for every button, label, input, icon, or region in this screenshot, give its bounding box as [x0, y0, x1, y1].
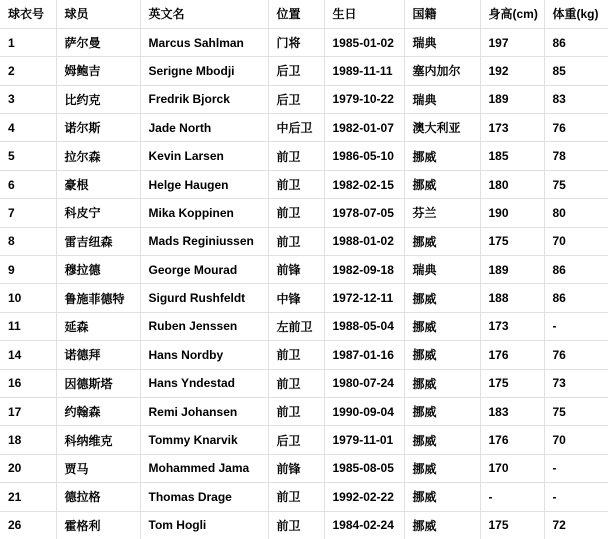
table-row: [0, 85, 608, 113]
cell-nationality: 挪威: [404, 511, 480, 539]
cell-player-name-en: Kevin Larsen: [140, 142, 268, 170]
cell-position: 前卫: [268, 397, 324, 425]
cell-birthday: 1989-11-11: [324, 57, 404, 85]
cell-height-cm: 183: [480, 397, 544, 425]
cell-weight-kg: 86: [544, 256, 608, 284]
cell-weight-kg: 70: [544, 227, 608, 255]
cell-weight-kg: 73: [544, 369, 608, 397]
cell-player-name-cn: 豪根: [56, 170, 140, 198]
cell-nationality: 挪威: [404, 483, 480, 511]
cell-position: 门将: [268, 28, 324, 56]
cell-jersey-number: 21: [0, 483, 56, 511]
cell-player-name-en: Mohammed Jama: [140, 454, 268, 482]
cell-jersey-number: 17: [0, 397, 56, 425]
table-row: [0, 57, 608, 85]
cell-jersey-number: 26: [0, 511, 56, 539]
table-row: [0, 284, 608, 312]
cell-height-cm: 189: [480, 85, 544, 113]
table-row: [0, 369, 608, 397]
table-body: [0, 28, 608, 539]
cell-player-name-en: Marcus Sahlman: [140, 28, 268, 56]
cell-nationality: 挪威: [404, 369, 480, 397]
cell-height-cm: 173: [480, 114, 544, 142]
cell-height-cm: -: [480, 483, 544, 511]
cell-birthday: 1988-05-04: [324, 312, 404, 340]
cell-weight-kg: 78: [544, 142, 608, 170]
cell-position: 后卫: [268, 57, 324, 85]
cell-weight-kg: -: [544, 454, 608, 482]
cell-player-name-cn: 拉尔森: [56, 142, 140, 170]
table-header: [0, 0, 608, 28]
cell-jersey-number: 1: [0, 28, 56, 56]
cell-height-cm: 173: [480, 312, 544, 340]
cell-nationality: 挪威: [404, 341, 480, 369]
cell-weight-kg: 86: [544, 284, 608, 312]
cell-position: 左前卫: [268, 312, 324, 340]
cell-jersey-number: 9: [0, 256, 56, 284]
table-row: [0, 256, 608, 284]
cell-player-name-en: Ruben Jenssen: [140, 312, 268, 340]
cell-birthday: 1985-08-05: [324, 454, 404, 482]
cell-player-name-en: Tom Hogli: [140, 511, 268, 539]
cell-birthday: 1986-05-10: [324, 142, 404, 170]
cell-player-name-cn: 比约克: [56, 85, 140, 113]
cell-nationality: 挪威: [404, 170, 480, 198]
cell-player-name-en: Tommy Knarvik: [140, 426, 268, 454]
cell-height-cm: 175: [480, 369, 544, 397]
cell-weight-kg: 75: [544, 170, 608, 198]
cell-player-name-en: Mads Reginiussen: [140, 227, 268, 255]
cell-height-cm: 189: [480, 256, 544, 284]
cell-player-name-cn: 萨尔曼: [56, 28, 140, 56]
cell-height-cm: 188: [480, 284, 544, 312]
cell-position: 后卫: [268, 85, 324, 113]
table-row: [0, 341, 608, 369]
cell-player-name-cn: 约翰森: [56, 397, 140, 425]
cell-jersey-number: 3: [0, 85, 56, 113]
cell-weight-kg: -: [544, 312, 608, 340]
cell-player-name-en: Hans Nordby: [140, 341, 268, 369]
cell-player-name-cn: 鲁施菲德特: [56, 284, 140, 312]
cell-nationality: 瑞典: [404, 256, 480, 284]
cell-height-cm: 175: [480, 227, 544, 255]
cell-nationality: 瑞典: [404, 28, 480, 56]
cell-height-cm: 176: [480, 341, 544, 369]
cell-position: 前卫: [268, 341, 324, 369]
cell-nationality: 挪威: [404, 454, 480, 482]
cell-weight-kg: 70: [544, 426, 608, 454]
cell-jersey-number: 4: [0, 114, 56, 142]
cell-position: 前锋: [268, 256, 324, 284]
cell-player-name-en: Remi Johansen: [140, 397, 268, 425]
column-header-jersey-number: 球衣号: [0, 0, 56, 28]
cell-player-name-en: Serigne Mbodji: [140, 57, 268, 85]
cell-weight-kg: 76: [544, 114, 608, 142]
cell-nationality: 塞内加尔: [404, 57, 480, 85]
column-header-position: 位置: [268, 0, 324, 28]
cell-position: 前卫: [268, 511, 324, 539]
cell-player-name-cn: 霍格利: [56, 511, 140, 539]
cell-jersey-number: 11: [0, 312, 56, 340]
cell-birthday: 1979-11-01: [324, 426, 404, 454]
cell-height-cm: 176: [480, 426, 544, 454]
cell-player-name-en: Jade North: [140, 114, 268, 142]
cell-nationality: 瑞典: [404, 85, 480, 113]
cell-nationality: 挪威: [404, 142, 480, 170]
cell-height-cm: 175: [480, 511, 544, 539]
header-row: [0, 0, 608, 28]
cell-jersey-number: 18: [0, 426, 56, 454]
column-header-birthday: 生日: [324, 0, 404, 28]
cell-position: 后卫: [268, 426, 324, 454]
cell-player-name-cn: 穆拉德: [56, 256, 140, 284]
table-row: [0, 483, 608, 511]
table-row: [0, 397, 608, 425]
cell-birthday: 1978-07-05: [324, 199, 404, 227]
cell-player-name-cn: 诺德拜: [56, 341, 140, 369]
cell-nationality: 芬兰: [404, 199, 480, 227]
table-row: [0, 142, 608, 170]
cell-nationality: 挪威: [404, 227, 480, 255]
table-row: [0, 312, 608, 340]
cell-jersey-number: 6: [0, 170, 56, 198]
table-row: [0, 28, 608, 56]
cell-weight-kg: 75: [544, 397, 608, 425]
column-header-player-name-cn: 球员: [56, 0, 140, 28]
table-row: [0, 511, 608, 539]
cell-jersey-number: 2: [0, 57, 56, 85]
cell-player-name-cn: 科皮宁: [56, 199, 140, 227]
table-row: [0, 426, 608, 454]
table-row: [0, 454, 608, 482]
cell-weight-kg: 85: [544, 57, 608, 85]
cell-position: 前卫: [268, 227, 324, 255]
cell-jersey-number: 14: [0, 341, 56, 369]
cell-weight-kg: 72: [544, 511, 608, 539]
cell-birthday: 1990-09-04: [324, 397, 404, 425]
cell-height-cm: 170: [480, 454, 544, 482]
cell-weight-kg: -: [544, 483, 608, 511]
cell-birthday: 1972-12-11: [324, 284, 404, 312]
table-row: [0, 170, 608, 198]
cell-jersey-number: 7: [0, 199, 56, 227]
cell-birthday: 1985-01-02: [324, 28, 404, 56]
cell-birthday: 1992-02-22: [324, 483, 404, 511]
cell-player-name-cn: 科纳维克: [56, 426, 140, 454]
cell-weight-kg: 86: [544, 28, 608, 56]
cell-player-name-en: George Mourad: [140, 256, 268, 284]
cell-player-name-cn: 诺尔斯: [56, 114, 140, 142]
cell-height-cm: 185: [480, 142, 544, 170]
cell-jersey-number: 16: [0, 369, 56, 397]
cell-nationality: 挪威: [404, 312, 480, 340]
cell-position: 中锋: [268, 284, 324, 312]
cell-nationality: 澳大利亚: [404, 114, 480, 142]
cell-jersey-number: 20: [0, 454, 56, 482]
cell-height-cm: 180: [480, 170, 544, 198]
cell-birthday: 1982-01-07: [324, 114, 404, 142]
cell-player-name-en: Sigurd Rushfeldt: [140, 284, 268, 312]
cell-jersey-number: 8: [0, 227, 56, 255]
cell-birthday: 1987-01-16: [324, 341, 404, 369]
cell-nationality: 挪威: [404, 284, 480, 312]
cell-player-name-cn: 雷吉纽森: [56, 227, 140, 255]
cell-player-name-cn: 因德斯塔: [56, 369, 140, 397]
cell-player-name-cn: 姆鲍吉: [56, 57, 140, 85]
cell-position: 中后卫: [268, 114, 324, 142]
cell-weight-kg: 83: [544, 85, 608, 113]
cell-jersey-number: 10: [0, 284, 56, 312]
cell-player-name-en: Mika Koppinen: [140, 199, 268, 227]
table-row: [0, 114, 608, 142]
cell-nationality: 挪威: [404, 397, 480, 425]
cell-birthday: 1980-07-24: [324, 369, 404, 397]
column-header-player-name-en: 英文名: [140, 0, 268, 28]
cell-player-name-cn: 延森: [56, 312, 140, 340]
cell-player-name-en: Helge Haugen: [140, 170, 268, 198]
cell-position: 前卫: [268, 369, 324, 397]
cell-birthday: 1982-09-18: [324, 256, 404, 284]
cell-player-name-en: Thomas Drage: [140, 483, 268, 511]
cell-jersey-number: 5: [0, 142, 56, 170]
table-row: [0, 227, 608, 255]
cell-player-name-cn: 贾马: [56, 454, 140, 482]
column-header-nationality: 国籍: [404, 0, 480, 28]
cell-height-cm: 190: [480, 199, 544, 227]
cell-birthday: 1984-02-24: [324, 511, 404, 539]
cell-nationality: 挪威: [404, 426, 480, 454]
table-row: [0, 199, 608, 227]
column-header-weight-kg: 体重(kg): [544, 0, 608, 28]
cell-player-name-en: Fredrik Bjorck: [140, 85, 268, 113]
cell-height-cm: 192: [480, 57, 544, 85]
cell-birthday: 1979-10-22: [324, 85, 404, 113]
cell-position: 前锋: [268, 454, 324, 482]
column-header-height-cm: 身高(cm): [480, 0, 544, 28]
cell-position: 前卫: [268, 483, 324, 511]
cell-position: 前卫: [268, 142, 324, 170]
cell-position: 前卫: [268, 170, 324, 198]
cell-position: 前卫: [268, 199, 324, 227]
cell-player-name-cn: 德拉格: [56, 483, 140, 511]
cell-birthday: 1982-02-15: [324, 170, 404, 198]
cell-height-cm: 197: [480, 28, 544, 56]
cell-player-name-en: Hans Yndestad: [140, 369, 268, 397]
cell-birthday: 1988-01-02: [324, 227, 404, 255]
cell-weight-kg: 80: [544, 199, 608, 227]
cell-weight-kg: 76: [544, 341, 608, 369]
